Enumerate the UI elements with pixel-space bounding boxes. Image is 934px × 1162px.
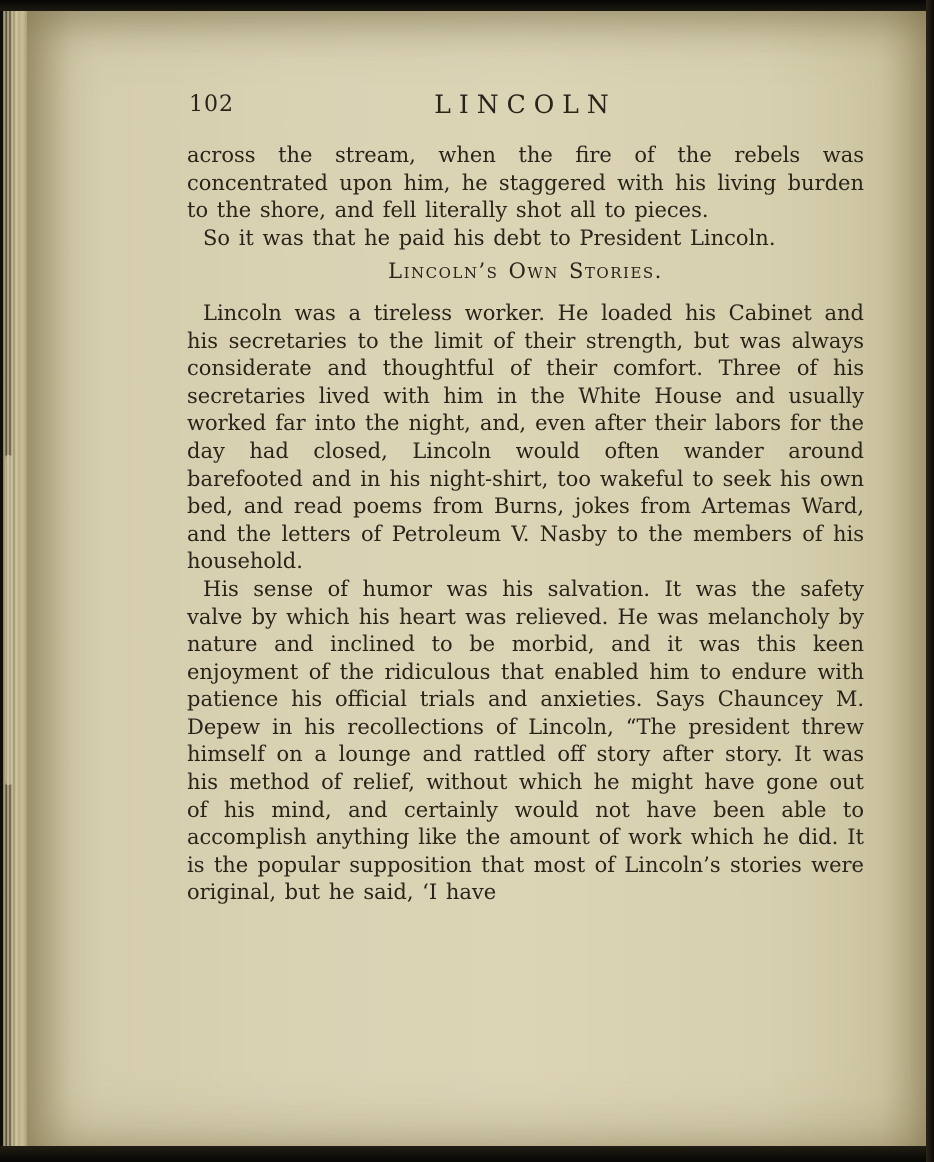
paragraph-continuation: across the stream, when the fire of the rebels was concentrated upon him, he staggered with his living burden to the shore, and fell literally shot all to pieces. <box>187 143 864 223</box>
paragraph: Lincoln was a tireless worker. He loaded his Cabinet and his secretaries to the limit of their strength, but was always considerate and thoughtful of their comfort. Three of his secretaries lived with him in the White House and usually worked far into the night, and, even after their labors for the day had closed, Lincoln would often wander around barefooted and in his night-shirt, too wakeful to seek his own bed, and read poems from Burns, jokes from Artemas Ward, and the letters of Petroleum V. Nasby to the members of his household. <box>187 300 864 574</box>
section-heading: Lincoln’s Own Stories. <box>388 259 663 284</box>
page-header-title: LINCOLN <box>434 90 617 119</box>
book-edge-bottom <box>0 1146 934 1162</box>
paragraph: So it was that he paid his debt to President Lincoln. <box>203 225 776 250</box>
page-content <box>187 142 864 907</box>
page-number: 102 <box>189 92 234 117</box>
page-edge-highlight <box>5 455 12 785</box>
book-edge-top <box>0 0 934 11</box>
book-page <box>27 11 926 1146</box>
book-edge-right <box>926 0 934 1162</box>
page-header <box>187 90 864 124</box>
paragraph: His sense of humor was his salvation. It was the safety valve by which his heart was relieved. He was melancholy by nature and inclined to be morbid, and it was this keen enjoyment of the ridiculous that enabled him to endure with patience his official trials and anxieties. Says Chauncey M. Depew in his recollections of Lincoln, “The president threw himself on a lounge and rattled off story after story. It was his method of relief, without which he might have gone out of his mind, and certainly would not have been able to accomplish anything like the amount of work which he did. It is the popular supposition that most of Lincoln’s stories were original, but he said, ‘I have <box>187 576 864 905</box>
